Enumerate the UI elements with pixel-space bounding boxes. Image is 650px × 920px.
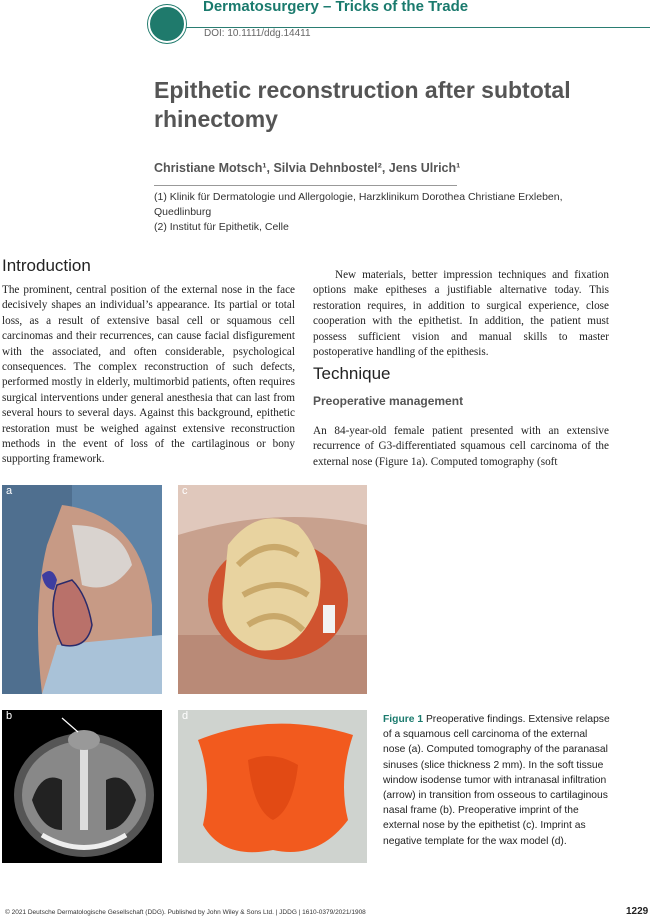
figure-panel-c <box>178 485 367 694</box>
author-list: Christiane Motsch¹, Silvia Dehnbostel², Jens Ulrich¹ <box>154 161 461 175</box>
figure-caption-label: Figure 1 <box>383 714 424 725</box>
preoperative-heading: Preoperative management <box>313 394 464 408</box>
panel-label-d: d <box>182 710 189 722</box>
patient-photo-a <box>2 485 162 694</box>
panel-label-a: a <box>6 485 13 497</box>
figure-caption <box>383 712 610 849</box>
introduction-text: The prominent, central position of the external nose in the face decisively shapes an individual’s appearance. Its partial or total loss, as a result of extensive basal cell or squamous cell carcinomas and their recurrences, can cause facial disfigurement with the associated, and often considerable, psychological consequences. The complex reconstruction of such defects, performed mostly in elderly, multimorbid patients, often requires surgical interventions under general anesthesia that can last from several hours to several days. Against this background, epithetic restoration must be weighed against extensive reconstruction methods in the event of loss of the cartilaginous or bony supporting framework. <box>2 284 295 466</box>
template-photo-d <box>178 710 367 863</box>
article-title: Epithetic reconstruction after subtotal rhinectomy <box>154 77 571 132</box>
doi-link[interactable]: DOI: 10.1111/ddg.14411 <box>204 28 311 39</box>
ct-scan-b <box>2 710 162 863</box>
right-paragraph-1: New materials, better impression techniques and fixation options make epitheses a justifiable alternative today. This restoration requires, in addition to surgical experience, close cooperation with the epithetist. In addition, the patient must possess sufficient vision and manual skills to master postoperative handling of the epithesis. <box>313 269 609 359</box>
figure-panel-a <box>2 485 162 694</box>
author-divider <box>154 185 457 186</box>
affiliations <box>154 190 614 235</box>
section-title: Dermatosurgery – Tricks of the Trade <box>203 0 469 15</box>
figure-caption-text: Preoperative findings. Extensive relapse of a squamous cell carcinoma of the external nose (a). Computed tomography of the paranasal sinuses (slice thickness 2 mm). In the soft tissue window isodense tumor with intranasal infiltration (arrow) in transition from osseous to cartilaginous nasal frame (b). Preoperative imprint of the external nose by the epithetist (c). Imprint as negative template for the wax model (d). <box>383 714 610 847</box>
journal-logo-icon <box>148 5 186 43</box>
right-paragraph-2: An 84-year-old female patient presented with an extensive recurrence of G3-differentiated squamous cell carcinoma of the external nose (Figure 1a). Computed tomography (soft <box>313 425 609 468</box>
technique-heading: Technique <box>313 364 391 383</box>
affiliation-2: (2) Institut für Epithetik, Celle <box>154 221 289 233</box>
figure-panel-b <box>2 710 162 863</box>
figure-panel-d <box>178 710 367 863</box>
impression-photo-c <box>178 485 367 694</box>
panel-label-c: c <box>182 485 188 497</box>
introduction-heading: Introduction <box>2 256 91 275</box>
panel-label-b: b <box>6 710 13 722</box>
affiliation-1: (1) Klinik für Dermatologie und Allergologie, Harzklinikum Dorothea Christiane Erxleben, Quedlinburg <box>154 191 563 218</box>
page-number: 1229 <box>626 906 649 917</box>
footer-copyright: © 2021 Deutsche Dermatologische Gesellschaft (DDG). Published by John Wiley & Sons Ltd. | JDDG | 1610-0379/2021/1908 <box>5 909 366 916</box>
